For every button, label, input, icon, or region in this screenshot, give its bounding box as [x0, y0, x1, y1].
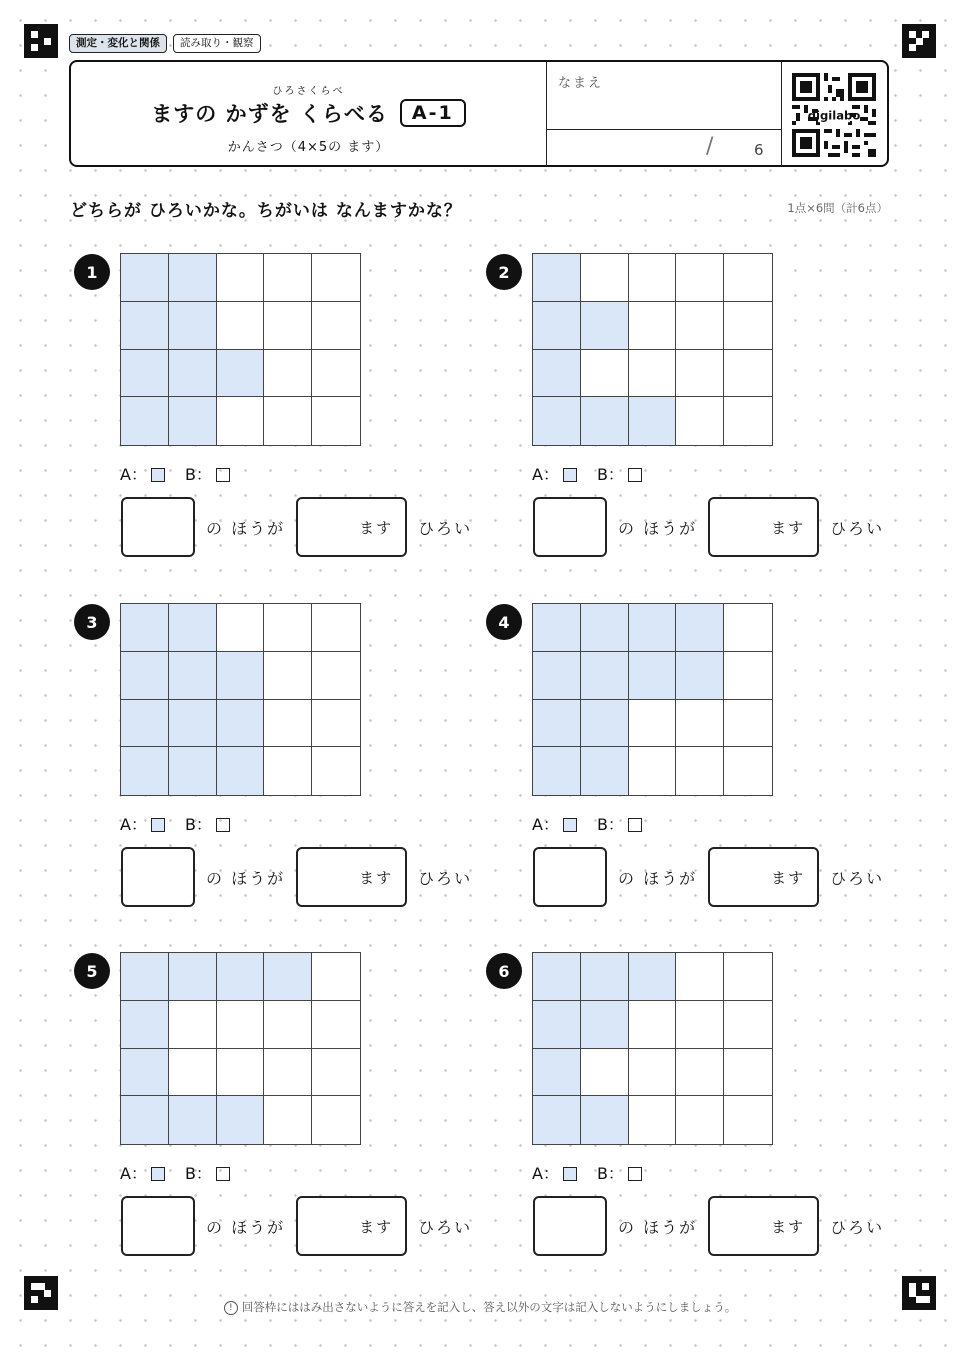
answer-end-text: ひろい — [830, 1217, 885, 1237]
grid-cell-empty — [312, 604, 360, 652]
grid-cell-shaded — [169, 397, 217, 445]
name-label: なまえ — [558, 76, 604, 91]
grid-cell-shaded — [533, 747, 581, 795]
legend — [120, 462, 250, 485]
grid-cell-shaded — [169, 747, 217, 795]
legend-b-label: B： — [184, 465, 212, 484]
grid-cell-empty — [312, 953, 360, 1001]
grid-cell-empty — [724, 350, 772, 398]
page-subtitle: かんさつ（4×5の ます） — [227, 140, 390, 155]
grid-cell-shaded — [121, 652, 169, 700]
grid-cell-empty — [169, 1049, 217, 1097]
grid-cell-shaded — [121, 604, 169, 652]
answer-unit: ます — [359, 518, 394, 537]
grid-cell-shaded — [533, 397, 581, 445]
legend-b-swatch — [216, 1167, 230, 1181]
grid-cell-empty — [312, 254, 360, 302]
grid-cell-empty — [217, 1001, 265, 1049]
grid-cell-shaded — [121, 254, 169, 302]
legend — [532, 462, 662, 485]
problem-3 — [70, 602, 473, 932]
legend-b-swatch — [216, 468, 230, 482]
grid-cell-shaded — [121, 397, 169, 445]
answer-row — [121, 847, 472, 907]
problem-number: 4 — [486, 604, 522, 640]
grid-cell-empty — [312, 350, 360, 398]
grid-cell-empty — [264, 254, 312, 302]
grid-cell-empty — [724, 953, 772, 1001]
grid-cell-shaded — [169, 953, 217, 1001]
legend-a-label: A： — [120, 465, 147, 484]
grid-cell-empty — [312, 302, 360, 350]
grid-cell-empty — [581, 1049, 629, 1097]
problem-5 — [70, 951, 473, 1281]
problem-1 — [70, 252, 473, 582]
grid-cell-shaded — [581, 652, 629, 700]
grid-cell-empty — [581, 350, 629, 398]
grid-cell-shaded — [533, 350, 581, 398]
problem-number: 2 — [486, 254, 522, 290]
legend — [120, 812, 250, 835]
grid-cell-shaded — [533, 302, 581, 350]
grid-cell-empty — [312, 1001, 360, 1049]
grid-cell-shaded — [169, 700, 217, 748]
square-grid — [532, 603, 773, 796]
answer-count-box[interactable] — [296, 1196, 407, 1256]
grid-cell-empty — [312, 747, 360, 795]
grid-cell-shaded — [581, 302, 629, 350]
grid-cell-empty — [724, 604, 772, 652]
grid-cell-shaded — [581, 397, 629, 445]
grid-cell-empty — [724, 1096, 772, 1144]
answer-unit: ます — [771, 1217, 806, 1236]
grid-cell-shaded — [121, 1001, 169, 1049]
question-text: どちらが ひろいかな。ちがいは なんますかな？ — [70, 201, 462, 221]
grid-cell-empty — [264, 302, 312, 350]
grid-cell-shaded — [676, 604, 724, 652]
grid-cell-empty — [676, 302, 724, 350]
grid-cell-shaded — [533, 700, 581, 748]
grid-cell-shaded — [533, 1096, 581, 1144]
grid-cell-empty — [312, 1049, 360, 1097]
grid-cell-empty — [217, 1049, 265, 1097]
grid-cell-empty — [264, 700, 312, 748]
grid-cell-empty — [264, 1001, 312, 1049]
grid-cell-empty — [629, 747, 677, 795]
grid-cell-shaded — [533, 1001, 581, 1049]
title-ruby: ひろさくらべ — [272, 86, 345, 97]
grid-cell-empty — [217, 604, 265, 652]
grid-cell-empty — [676, 1096, 724, 1144]
grid-cell-empty — [676, 1049, 724, 1097]
answer-count-box[interactable] — [296, 497, 407, 557]
grid-cell-shaded — [533, 604, 581, 652]
grid-cell-empty — [264, 604, 312, 652]
grid-cell-empty — [724, 1049, 772, 1097]
grid-cell-shaded — [264, 953, 312, 1001]
grid-cell-shaded — [629, 397, 677, 445]
answer-mid-text: の ほうが — [618, 868, 698, 888]
answer-row — [533, 497, 884, 557]
answer-end-text: ひろい — [418, 518, 473, 538]
grid-cell-shaded — [533, 254, 581, 302]
legend-b-label: B： — [596, 815, 624, 834]
grid-cell-empty — [629, 1096, 677, 1144]
legend-b-swatch — [216, 818, 230, 832]
answer-count-box[interactable] — [708, 1196, 819, 1256]
legend — [120, 1161, 250, 1184]
grid-cell-empty — [629, 1049, 677, 1097]
answer-end-text: ひろい — [418, 868, 473, 888]
legend-a-label: A： — [120, 815, 147, 834]
problem-4 — [482, 602, 885, 932]
grid-cell-shaded — [217, 350, 265, 398]
footer-text: 回答枠にははみ出さないように答えを記入し、答え以外の文字は記入しないようにしましょう。 — [241, 1300, 737, 1314]
grid-cell-shaded — [169, 604, 217, 652]
legend-b-label: B： — [184, 1164, 212, 1183]
grid-cell-shaded — [533, 652, 581, 700]
grid-cell-empty — [676, 350, 724, 398]
grid-cell-empty — [629, 1001, 677, 1049]
grid-cell-empty — [724, 700, 772, 748]
qr-label: digilabo — [807, 108, 861, 123]
problem-number: 6 — [486, 953, 522, 989]
grid-cell-empty — [724, 397, 772, 445]
worksheet-header — [69, 60, 889, 167]
answer-which-box[interactable] — [121, 847, 195, 907]
grid-cell-shaded — [533, 953, 581, 1001]
footer-note — [0, 1299, 960, 1315]
square-grid — [120, 952, 361, 1145]
problem-number: 5 — [74, 953, 110, 989]
answer-which-box[interactable] — [121, 1196, 195, 1256]
answer-which-box[interactable] — [533, 497, 607, 557]
grid-cell-empty — [312, 700, 360, 748]
qr-code-icon — [792, 73, 876, 157]
grid-cell-shaded — [629, 652, 677, 700]
answer-unit: ます — [771, 868, 806, 887]
grid-cell-shaded — [581, 1001, 629, 1049]
grid-cell-shaded — [217, 1096, 265, 1144]
title-panel — [71, 62, 547, 165]
legend-a-swatch — [563, 468, 577, 482]
grid-cell-shaded — [169, 254, 217, 302]
grid-cell-empty — [724, 652, 772, 700]
grid-cell-empty — [676, 700, 724, 748]
answer-count-box[interactable] — [296, 847, 407, 907]
answer-unit: ます — [771, 518, 806, 537]
grid-cell-shaded — [169, 652, 217, 700]
category-tag: 測定・変化と関係 — [69, 34, 167, 53]
grid-cell-empty — [676, 953, 724, 1001]
answer-unit: ます — [359, 1217, 394, 1236]
grid-cell-empty — [724, 302, 772, 350]
problem-number: 1 — [74, 254, 110, 290]
grid-cell-shaded — [169, 302, 217, 350]
legend-b-swatch — [628, 468, 642, 482]
category-tags — [69, 34, 261, 53]
grid-cell-shaded — [121, 700, 169, 748]
square-grid — [120, 603, 361, 796]
name-score-panel — [546, 62, 782, 165]
answer-row — [533, 847, 884, 907]
grid-cell-empty — [629, 700, 677, 748]
grid-cell-shaded — [217, 747, 265, 795]
legend-a-swatch — [151, 468, 165, 482]
grid-cell-shaded — [121, 1096, 169, 1144]
legend-a-label: A： — [532, 465, 559, 484]
problem-2 — [482, 252, 885, 582]
grid-cell-empty — [629, 254, 677, 302]
grid-cell-empty — [629, 350, 677, 398]
grid-cell-empty — [264, 397, 312, 445]
legend-a-label: A： — [532, 815, 559, 834]
grid-cell-shaded — [581, 953, 629, 1001]
square-grid — [120, 253, 361, 446]
grid-cell-shaded — [629, 953, 677, 1001]
grid-cell-shaded — [121, 302, 169, 350]
answer-which-box[interactable] — [533, 847, 607, 907]
grid-cell-empty — [264, 1049, 312, 1097]
legend-b-swatch — [628, 818, 642, 832]
grid-cell-shaded — [121, 953, 169, 1001]
grid-cell-empty — [264, 652, 312, 700]
grid-cell-shaded — [169, 1096, 217, 1144]
legend-a-swatch — [563, 818, 577, 832]
square-grid — [532, 952, 773, 1145]
points-note: 1点×6問（計6点） — [787, 201, 888, 215]
grid-cell-empty — [217, 254, 265, 302]
legend-a-swatch — [151, 1167, 165, 1181]
grid-cell-shaded — [121, 350, 169, 398]
grid-cell-empty — [724, 1001, 772, 1049]
grid-cell-empty — [217, 302, 265, 350]
problem-number: 3 — [74, 604, 110, 640]
grid-cell-empty — [264, 747, 312, 795]
answer-end-text: ひろい — [830, 868, 885, 888]
answer-row — [121, 497, 472, 557]
grid-cell-empty — [312, 397, 360, 445]
grid-cell-shaded — [169, 350, 217, 398]
legend-b-label: B： — [596, 1164, 624, 1183]
grid-cell-empty — [264, 350, 312, 398]
grid-cell-shaded — [581, 604, 629, 652]
answer-unit: ます — [359, 868, 394, 887]
grid-cell-empty — [676, 397, 724, 445]
grid-cell-shaded — [581, 700, 629, 748]
grid-cell-empty — [581, 254, 629, 302]
answer-row — [121, 1196, 472, 1256]
grid-cell-shaded — [581, 747, 629, 795]
score-slash: / — [706, 134, 714, 159]
grid-cell-empty — [724, 254, 772, 302]
grid-cell-empty — [676, 1001, 724, 1049]
square-grid — [532, 253, 773, 446]
legend — [532, 1161, 662, 1184]
grid-cell-shaded — [217, 953, 265, 1001]
grid-cell-shaded — [217, 700, 265, 748]
grid-cell-empty — [676, 747, 724, 795]
answer-row — [533, 1196, 884, 1256]
legend-a-swatch — [151, 818, 165, 832]
legend-b-label: B： — [184, 815, 212, 834]
answer-end-text: ひろい — [418, 1217, 473, 1237]
grid-cell-shaded — [533, 1049, 581, 1097]
grid-cell-shaded — [676, 652, 724, 700]
answer-mid-text: の ほうが — [618, 1217, 698, 1237]
grid-cell-empty — [169, 1001, 217, 1049]
legend-b-swatch — [628, 1167, 642, 1181]
answer-which-box[interactable] — [533, 1196, 607, 1256]
answer-mid-text: の ほうが — [206, 518, 286, 538]
grid-cell-empty — [629, 302, 677, 350]
answer-count-box[interactable] — [708, 497, 819, 557]
info-icon: ! — [224, 1301, 238, 1315]
problem-6 — [482, 951, 885, 1281]
grid-cell-empty — [676, 254, 724, 302]
grid-cell-shaded — [121, 747, 169, 795]
answer-count-box[interactable] — [708, 847, 819, 907]
grid-cell-shaded — [629, 604, 677, 652]
legend — [532, 812, 662, 835]
page-title: ますの かずを くらべる — [151, 102, 388, 126]
corner-marker-top-right — [902, 24, 936, 58]
worksheet-code: A-1 — [400, 99, 466, 127]
answer-which-box[interactable] — [121, 497, 195, 557]
score-total: 6 — [754, 141, 764, 159]
legend-a-label: A： — [120, 1164, 147, 1183]
grid-cell-shaded — [217, 652, 265, 700]
answer-end-text: ひろい — [830, 518, 885, 538]
grid-cell-shaded — [121, 1049, 169, 1097]
answer-mid-text: の ほうが — [206, 868, 286, 888]
grid-cell-empty — [312, 652, 360, 700]
grid-cell-empty — [724, 747, 772, 795]
grid-cell-shaded — [581, 1096, 629, 1144]
corner-marker-top-left — [24, 24, 58, 58]
name-divider — [546, 129, 781, 130]
grid-cell-empty — [264, 1096, 312, 1144]
skill-tag: 読み取り・観察 — [173, 34, 261, 53]
legend-b-label: B： — [596, 465, 624, 484]
answer-mid-text: の ほうが — [618, 518, 698, 538]
grid-cell-empty — [312, 1096, 360, 1144]
grid-cell-empty — [217, 397, 265, 445]
legend-a-swatch — [563, 1167, 577, 1181]
answer-mid-text: の ほうが — [206, 1217, 286, 1237]
legend-a-label: A： — [532, 1164, 559, 1183]
